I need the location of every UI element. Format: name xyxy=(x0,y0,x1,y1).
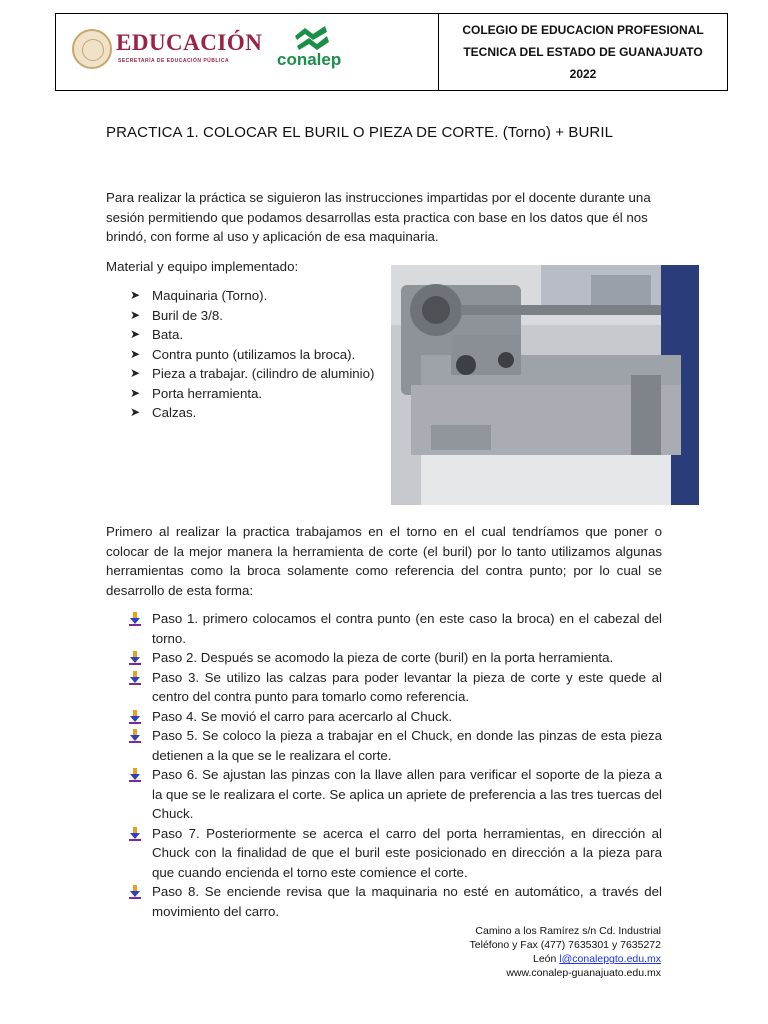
bullet-arrows-icon xyxy=(128,671,142,685)
institution-info xyxy=(439,14,727,90)
list-item: Paso 2. Después se acomodo la pieza de corte (buril) en la porta herramienta. xyxy=(128,648,662,668)
bullet-arrows-icon xyxy=(128,827,142,841)
conalep-logo-text: conalep xyxy=(277,50,342,69)
page-title: PRACTICA 1. COLOCAR EL BURIL O PIEZA DE CORTE. (Torno) + BURIL xyxy=(106,124,614,141)
sep-logo-subtitle: SECRETARÍA DE EDUCACIÓN PÚBLICA xyxy=(118,58,230,64)
steps-list xyxy=(128,609,662,921)
email-link[interactable]: l@conalepgto.edu.mx xyxy=(559,953,661,965)
list-item: Paso 5. Se coloco la pieza a trabajar en el Chuck, en donde las pinzas de esta pieza detienen a la que se le realizara el corte. xyxy=(128,726,662,765)
footer-address: Camino a los Ramírez s/n Cd. Industrial xyxy=(475,925,661,937)
bullet-arrows-icon xyxy=(128,612,142,626)
list-item: ➤ Maquinaria (Torno). xyxy=(130,286,374,306)
institution-name-line2: TECNICA DEL ESTADO DE GUANAJUATO xyxy=(463,45,703,59)
document-footer xyxy=(470,924,661,980)
institution-name-line1: COLEGIO DE EDUCACION PROFESIONAL xyxy=(462,23,704,37)
list-item: ➤ Pieza a trabajar. (cilindro de aluminio) xyxy=(130,364,374,384)
footer-website: www.conalep-guanajuato.edu.mx xyxy=(506,967,661,979)
footer-city: León xyxy=(533,953,557,965)
list-item: Paso 6. Se ajustan las pinzas con la llave allen para verificar el soporte de la pieza a la que se le realizara el corte. Se aplica un apriete de preferencia a las tres tuercas del Chuck. xyxy=(128,765,662,824)
list-item: Paso 1. primero colocamos el contra punto (en este caso la broca) en el cabezal del torno. xyxy=(128,609,662,648)
conalep-logo-icon xyxy=(291,26,331,50)
bullet-arrows-icon xyxy=(128,710,142,724)
list-item: Paso 8. Se enciende revisa que la maquinaria no esté en automático, a través del movimiento del carro. xyxy=(128,882,662,921)
footer-city-email xyxy=(470,952,661,966)
arrow-bullet-icon: ➤ xyxy=(130,327,141,341)
sep-logo-text: EDUCACIÓN xyxy=(116,30,263,55)
bullet-arrows-icon xyxy=(128,729,142,743)
list-item: ➤ Calzas. xyxy=(130,403,374,423)
arrow-bullet-icon: ➤ xyxy=(130,307,141,322)
document-header xyxy=(55,13,728,91)
list-item: Paso 4. Se movió el carro para acercarlo al Chuck. xyxy=(128,707,662,727)
list-item: ➤ Contra punto (utilizamos la broca). xyxy=(130,345,374,365)
bullet-arrows-icon xyxy=(128,885,142,899)
arrow-bullet-icon: ➤ xyxy=(130,288,141,302)
bullet-arrows-icon xyxy=(128,651,142,665)
arrow-bullet-icon: ➤ xyxy=(130,405,141,419)
list-item: ➤ Buril de 3/8. xyxy=(130,306,374,326)
footer-phone: Teléfono y Fax (477) 7635301 y 7635272 xyxy=(469,939,661,951)
lathe-photo xyxy=(391,265,699,505)
explanation-paragraph: Primero al realizar la practica trabajamos en el torno en el cual tendríamos que poner o colocar de la mejor manera la herramienta de corte (el buril) por lo tanto utilizamos algunas herramientas como la broca solamente como referencia del contra punto; por lo cual se desarrollo de esta forma: xyxy=(106,524,662,598)
bullet-arrows-icon xyxy=(128,768,142,782)
arrow-bullet-icon: ➤ xyxy=(130,385,141,400)
header-logos xyxy=(56,14,439,90)
arrow-bullet-icon: ➤ xyxy=(130,366,141,380)
list-item: ➤ Porta herramienta. xyxy=(130,384,374,404)
materials-list xyxy=(130,286,374,423)
list-item: ➤ Bata. xyxy=(130,325,374,345)
list-item: Paso 3. Se utilizo las calzas para poder levantar la pieza de corte y este quede al centro del contra punto para tomarlo como referencia. xyxy=(128,668,662,707)
year: 2022 xyxy=(569,67,597,81)
mexico-seal-icon xyxy=(72,29,112,69)
material-heading: Material y equipo implementado: xyxy=(106,259,299,274)
intro-paragraph: Para realizar la práctica se siguieron las instrucciones impartidas por el docente durante una sesión permitiendo que podamos desarrollas esta practica con base en los datos que él nos brindó, con forme al uso y aplicación de esa maquinaria. xyxy=(106,190,651,244)
arrow-bullet-icon: ➤ xyxy=(130,346,141,361)
list-item: Paso 7. Posteriormente se acerca el carro del porta herramientas, en dirección al Chuck con la finalidad de que el buril este posicionado en dirección a la pieza para que cuando encienda el torno este comience el corte. xyxy=(128,824,662,883)
